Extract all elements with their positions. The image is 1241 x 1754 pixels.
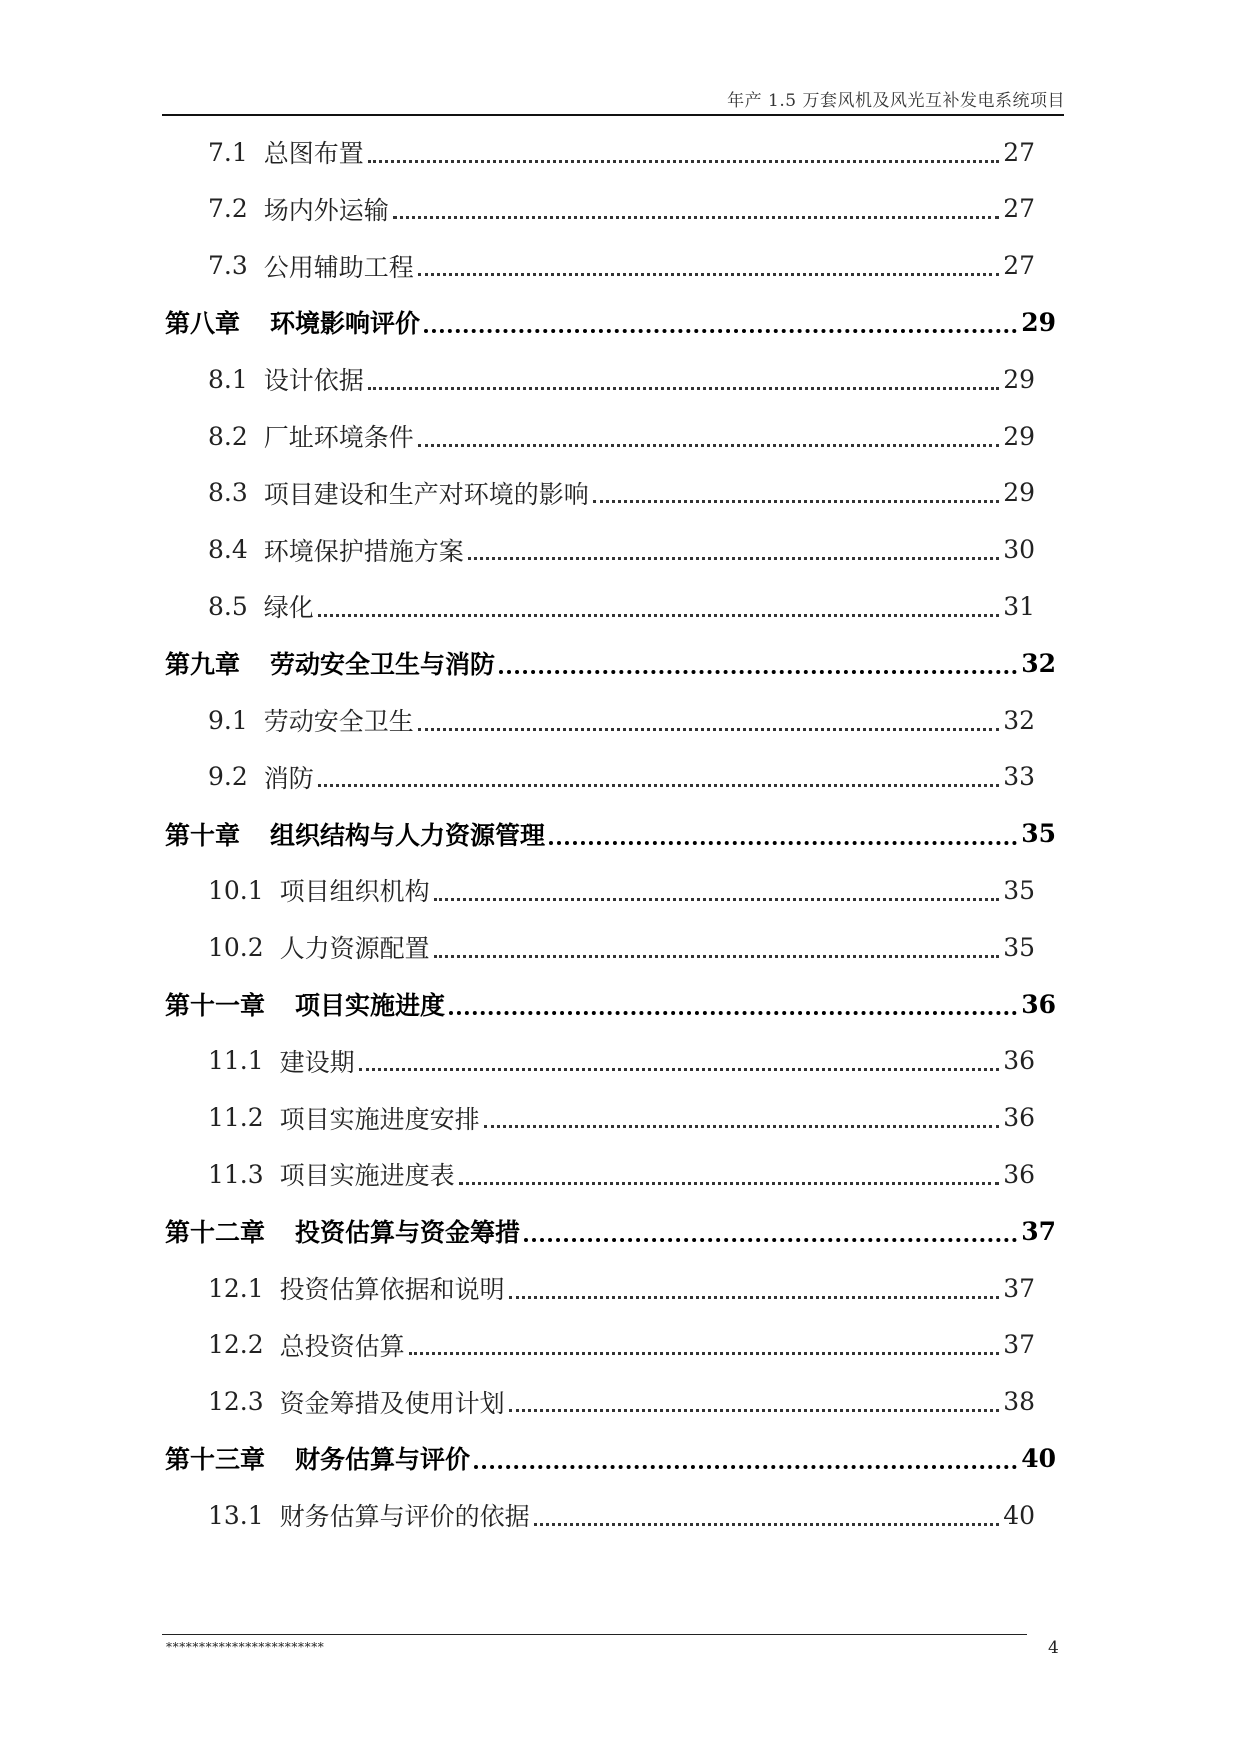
toc-entry-title: 项目建设和生产对环境的影响: [263, 479, 589, 509]
toc-section-entry: [208, 1320, 1035, 1370]
toc-entry-page: 27: [1003, 251, 1035, 281]
toc-section-entry: [208, 922, 1035, 972]
toc-dot-leader: [418, 444, 999, 447]
toc-entry-title: 项目组织机构: [279, 877, 430, 907]
toc-chapter-entry: [165, 297, 1056, 347]
toc-entry-page: 32: [1021, 648, 1056, 678]
toc-dot-leader: [449, 1011, 1017, 1015]
toc-entry-number: 11.3: [208, 1159, 264, 1189]
toc-entry-title: 资金筹措及使用计划: [279, 1388, 505, 1418]
toc-entry-title: 公用辅助工程: [263, 252, 414, 282]
toc-section-entry: [208, 354, 1035, 404]
toc-entry-title: 财务估算与评价的依据: [279, 1502, 530, 1532]
toc-entry-number: 13.1: [208, 1500, 264, 1530]
toc-entry-page: 36: [1021, 989, 1056, 1019]
toc-dot-leader: [593, 500, 999, 503]
toc-entry-title: 总图布置: [263, 139, 364, 168]
toc-entry-title: 场内外运输: [263, 195, 389, 225]
toc-section-entry: [208, 525, 1035, 575]
toc-entry-page: 35: [1003, 875, 1035, 905]
toc-entry-page: 33: [1003, 762, 1035, 792]
toc-entry-page: 36: [1003, 1103, 1035, 1133]
toc-entry-title: 厂址环境条件: [263, 423, 414, 452]
toc-entry-title: 消防: [263, 763, 314, 793]
toc-entry-page: 35: [1021, 819, 1056, 849]
toc-dot-leader: [393, 216, 999, 219]
toc-entry-number: 第十一章: [165, 991, 266, 1020]
toc-entry-page: 29: [1003, 421, 1035, 451]
toc-entry-page: 32: [1003, 705, 1035, 735]
toc-entry-number: 第十章: [165, 820, 241, 850]
toc-dot-leader: [474, 1465, 1017, 1469]
toc-entry-number: 12.1: [208, 1273, 264, 1303]
toc-entry-number: 12.2: [208, 1330, 264, 1360]
toc-entry-title: 总投资估算: [279, 1331, 405, 1361]
toc-section-entry: [208, 695, 1035, 745]
toc-entry-page: 36: [1003, 1046, 1035, 1076]
toc-entry-page: 40: [1021, 1443, 1056, 1473]
toc-dot-leader: [418, 273, 999, 276]
toc-entry-title: 项目实施进度: [295, 991, 446, 1020]
toc-chapter-entry: [165, 1206, 1056, 1256]
toc-entry-number: 8.4: [208, 535, 248, 565]
toc-section-entry: [208, 1263, 1035, 1313]
running-header-title: 年产 1.5 万套风机及风光互补发电系统项目: [727, 91, 1065, 111]
toc-entry-page: 35: [1003, 932, 1035, 962]
toc-dot-leader: [459, 1182, 1000, 1185]
toc-section-entry: [208, 127, 1035, 177]
toc-entry-page: 40: [1003, 1500, 1035, 1530]
toc-entry-title: 组织结构与人力资源管理: [270, 820, 546, 850]
toc-entry-number: 7.2: [208, 194, 248, 224]
toc-entry-number: 第十二章: [165, 1218, 266, 1248]
toc-dot-leader: [318, 614, 999, 617]
toc-entry-number: 7.1: [208, 137, 248, 167]
toc-section-entry: [208, 581, 1035, 631]
toc-section-entry: [208, 184, 1035, 234]
toc-section-entry: [208, 411, 1035, 461]
toc-section-entry: [208, 1149, 1035, 1199]
toc-chapter-entry: [165, 809, 1056, 859]
toc-entry-title: 建设期: [279, 1047, 355, 1077]
toc-dot-leader: [424, 329, 1017, 333]
toc-entry-number: 9.1: [208, 705, 248, 735]
toc-entry-page: 29: [1021, 307, 1056, 337]
toc-chapter-entry: [165, 638, 1056, 688]
toc-entry-page: 31: [1003, 591, 1035, 621]
toc-dot-leader: [434, 955, 1000, 958]
toc-entry-page: 37: [1021, 1216, 1056, 1246]
footer-rule: [162, 1634, 1027, 1635]
toc-section-entry: [208, 752, 1035, 802]
toc-section-entry: [208, 1377, 1035, 1427]
toc-chapter-entry: [165, 1433, 1056, 1483]
toc-entry-title: 设计依据: [263, 366, 364, 396]
toc-entry-title: 劳动安全卫生与消防: [270, 650, 496, 680]
page-number: 4: [1048, 1638, 1059, 1658]
toc-entry-page: 38: [1003, 1387, 1035, 1417]
toc-entry-title: 环境保护措施方案: [263, 536, 464, 566]
toc-dot-leader: [509, 1296, 1000, 1299]
toc-entry-title: 投资估算与资金筹措: [295, 1218, 521, 1248]
toc-entry-number: 8.2: [208, 421, 248, 451]
toc-entry-title: 劳动安全卫生: [263, 707, 414, 736]
toc-entry-number: 10.1: [208, 875, 264, 905]
toc-entry-number: 11.1: [208, 1046, 264, 1076]
toc-dot-leader: [468, 557, 999, 560]
toc-dot-leader: [418, 728, 999, 731]
toc-entry-page: 36: [1003, 1159, 1035, 1189]
toc-section-entry: [208, 468, 1035, 518]
toc-dot-leader: [549, 841, 1017, 845]
toc-entry-number: 8.5: [208, 591, 248, 621]
toc-entry-title: 项目实施进度表: [279, 1161, 455, 1191]
toc-entry-title: 投资估算依据和说明: [279, 1275, 505, 1304]
toc-entry-page: 27: [1003, 137, 1035, 167]
footer-asterisks: ************************: [166, 1640, 325, 1654]
toc-entry-title: 财务估算与评价: [295, 1445, 471, 1475]
toc-entry-number: 7.3: [208, 251, 248, 281]
toc-dot-leader: [534, 1523, 1000, 1526]
toc-dot-leader: [409, 1352, 1000, 1355]
toc-section-entry: [208, 241, 1035, 291]
toc-dot-leader: [368, 387, 999, 390]
toc-dot-leader: [318, 784, 999, 787]
toc-entry-title: 绿化: [263, 593, 314, 623]
toc-entry-number: 11.2: [208, 1103, 264, 1133]
toc-entry-page: 27: [1003, 194, 1035, 224]
toc-dot-leader: [509, 1409, 1000, 1412]
toc-entry-page: 30: [1003, 535, 1035, 565]
toc-dot-leader: [434, 898, 1000, 901]
toc-entry-number: 10.2: [208, 932, 264, 962]
toc-entry-page: 37: [1003, 1273, 1035, 1303]
toc-section-entry: [208, 1093, 1035, 1143]
toc-entry-page: 29: [1003, 478, 1035, 508]
toc-chapter-entry: [165, 979, 1056, 1029]
toc-entry-number: 8.1: [208, 364, 248, 394]
toc-dot-leader: [524, 1238, 1017, 1242]
toc-entry-number: 第八章: [165, 309, 241, 339]
toc-dot-leader: [359, 1068, 1000, 1071]
toc-entry-title: 环境影响评价: [270, 309, 421, 339]
toc-entry-page: 29: [1003, 364, 1035, 394]
toc-dot-leader: [368, 160, 999, 163]
toc-section-entry: [208, 1490, 1035, 1540]
toc-entry-number: 第九章: [165, 650, 241, 680]
toc-entry-number: 8.3: [208, 478, 248, 508]
header-rule: [162, 114, 1064, 116]
toc-section-entry: [208, 865, 1035, 915]
toc-dot-leader: [484, 1125, 1000, 1128]
toc-entry-title: 项目实施进度安排: [279, 1104, 480, 1134]
toc-entry-number: 第十三章: [165, 1445, 266, 1475]
toc-entry-title: 人力资源配置: [279, 934, 430, 964]
toc-section-entry: [208, 1036, 1035, 1086]
toc-entry-page: 37: [1003, 1330, 1035, 1360]
toc-entry-number: 12.3: [208, 1387, 264, 1417]
toc-dot-leader: [499, 670, 1017, 674]
toc-entry-number: 9.2: [208, 762, 248, 792]
